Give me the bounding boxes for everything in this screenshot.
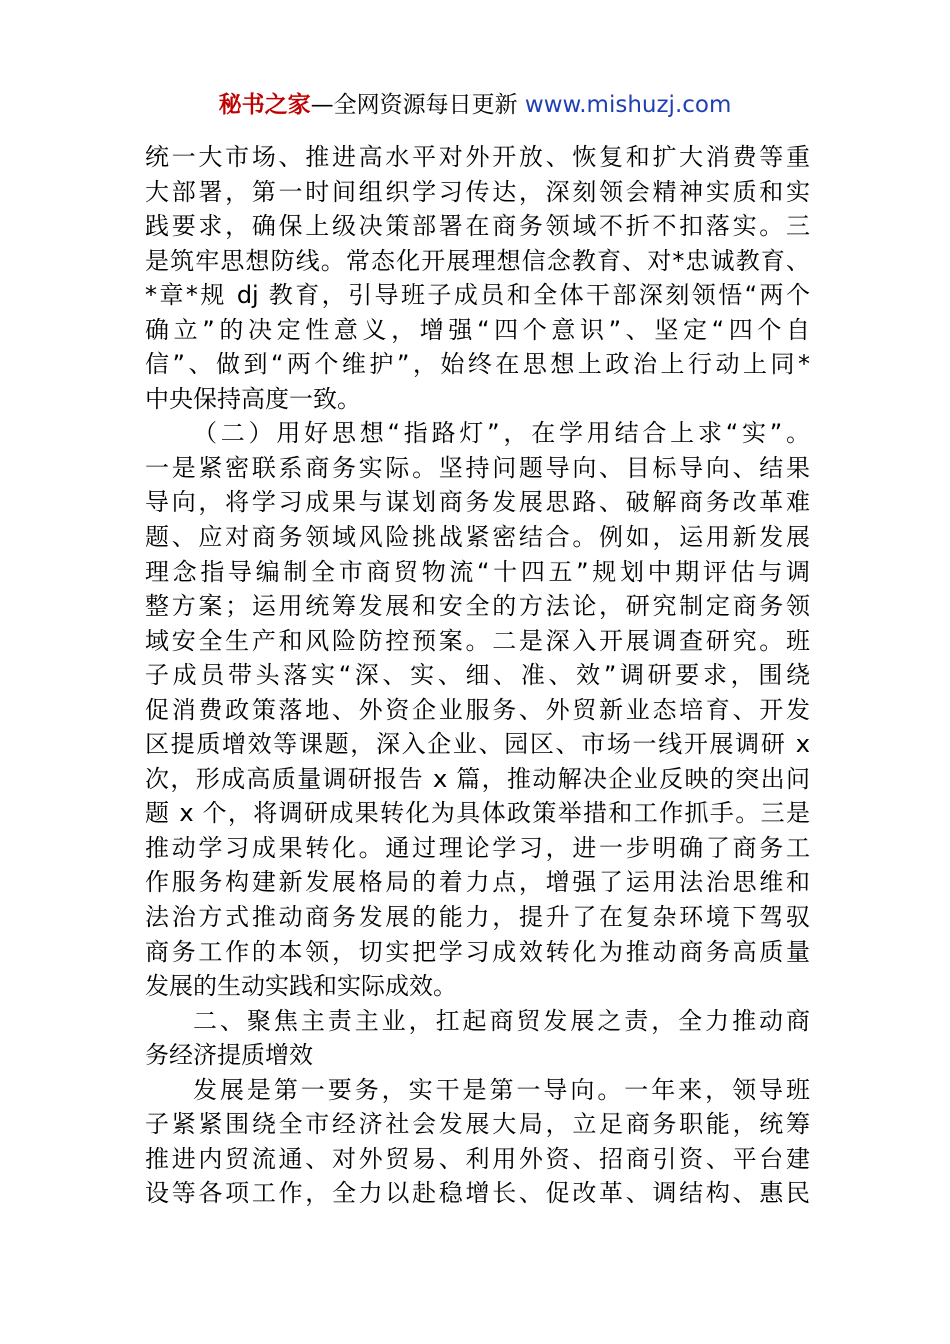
site-header [0, 88, 950, 122]
text-line: 信”、做到“两个维护”，始终在思想上政治上行动上同* [145, 350, 810, 379]
text-line: 子紧紧围绕全市经济社会发展大局，立足商务职能，统筹 [145, 1110, 810, 1139]
text-line: 中央保持高度一致。 [145, 384, 361, 413]
section-heading: 务经济提质增效 [145, 1041, 313, 1070]
text-line: 发展是第一要务，实干是第一导向。一年来，领导班 [193, 1075, 810, 1104]
header-url-link[interactable]: www.mishuzj.com [524, 92, 732, 118]
text-line: 商务工作的本领，切实把学习成效转化为推动商务高质量 [145, 937, 810, 966]
text-line: 域安全生产和风险防控预案。二是深入开展调查研究。班 [145, 626, 810, 655]
text-line: 促消费政策落地、外资企业服务、外贸新业态培育、开发 [145, 695, 810, 724]
text-line: 一是紧密联系商务实际。坚持问题导向、目标导向、结果 [145, 453, 810, 482]
text-line: 理念指导编制全市商贸物流“十四五”规划中期评估与调 [145, 557, 810, 586]
text-line: 推动学习成果转化。通过理论学习，进一步明确了商务工 [145, 833, 810, 862]
text-line: 区提质增效等课题，深入企业、园区、市场一线开展调研 x [145, 730, 810, 759]
subsection-heading: （二）用好思想“指路灯”，在学用结合上求“实”。 [193, 419, 810, 448]
text-line: 次，形成高质量调研报告 x 篇，推动解决企业反映的突出问 [145, 764, 810, 793]
text-line: 发展的生动实践和实际成效。 [145, 972, 457, 1001]
text-line: 作服务构建新发展格局的着力点，增强了运用法治思维和 [145, 868, 810, 897]
text-line: 题 x 个，将调研成果转化为具体政策举措和工作抓手。三是 [145, 799, 810, 828]
document-body [145, 140, 810, 1211]
text-line: 整方案；运用统筹发展和安全的方法论，研究制定商务领 [145, 592, 810, 621]
text-line: 确立”的决定性意义，增强“四个意识”、坚定“四个自 [145, 315, 810, 344]
text-line: 大部署，第一时间组织学习传达，深刻领会精神实质和实 [145, 177, 810, 206]
section-heading: 二、聚焦主责主业，扛起商贸发展之责，全力推动商 [193, 1006, 810, 1035]
text-line: 题、应对商务领域风险挑战紧密结合。例如，运用新发展 [145, 523, 810, 552]
text-line: 统一大市场、推进高水平对外开放、恢复和扩大消费等重 [145, 143, 810, 171]
header-tagline: —全网资源每日更新 [310, 92, 518, 118]
text-line: 是筑牢思想防线。常态化开展理想信念教育、对*忠诚教育、 [145, 246, 810, 275]
text-line: 践要求，确保上级决策部署在商务领域不折不扣落实。三 [145, 212, 810, 241]
text-line: *章*规 dj 教育，引导班子成员和全体干部深刻领悟“两个 [145, 281, 810, 310]
text-line: 子成员带头落实“深、实、细、准、效”调研要求，围绕 [145, 661, 810, 690]
text-line: 导向，将学习成果与谋划商务发展思路、破解商务改革难 [145, 488, 810, 517]
text-line: 推进内贸流通、对外贸易、利用外资、招商引资、平台建 [145, 1144, 810, 1173]
text-line: 法治方式推动商务发展的能力，提升了在复杂环境下驾驭 [145, 903, 810, 932]
text-line: 设等各项工作，全力以赴稳增长、促改革、调结构、惠民 [145, 1179, 810, 1208]
brand-name: 秘书之家 [218, 92, 311, 118]
